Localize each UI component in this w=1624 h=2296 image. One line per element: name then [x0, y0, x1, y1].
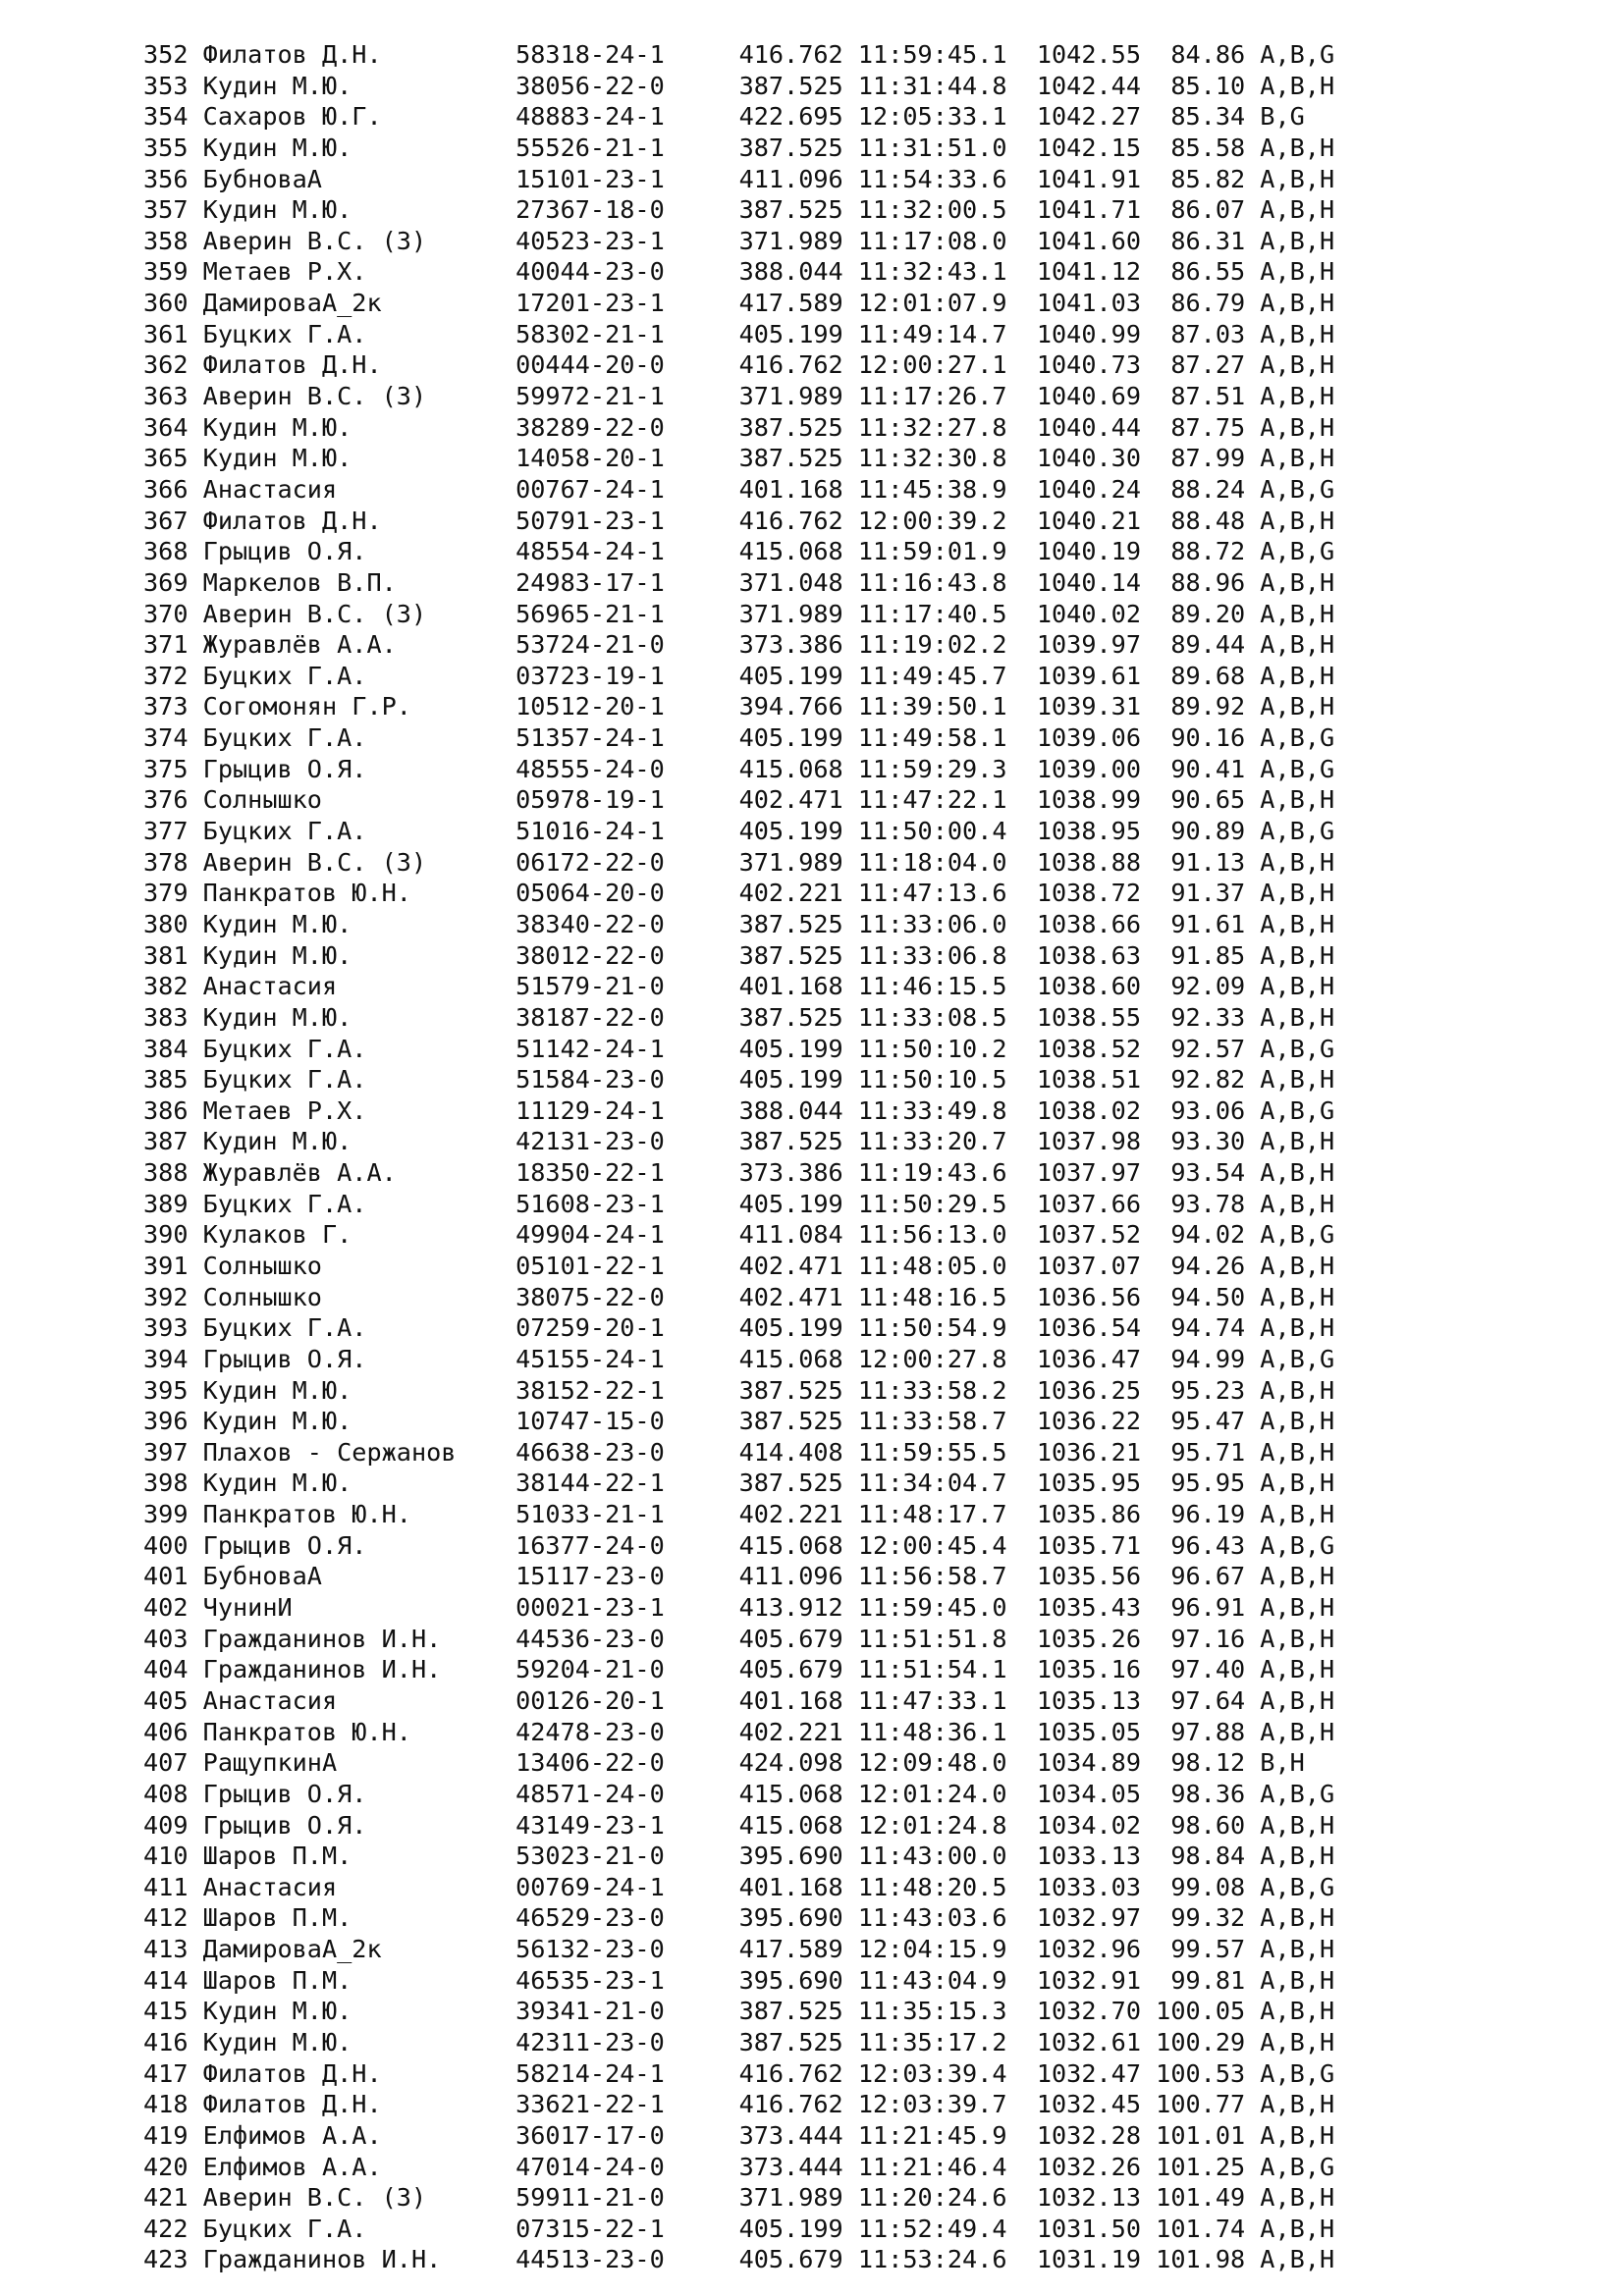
result-row: 419 Елфимов А.А. 36017-17-0 373.444 11:21:45.9 1032.28 101.01 A,B,H: [143, 2120, 1335, 2150]
result-row: 385 Буцких Г.А. 51584-23-0 405.199 11:50:10.5 1038.51 92.82 A,B,H: [143, 1065, 1335, 1095]
result-row: 365 Кудин М.Ю. 14058-20-1 387.525 11:32:30.8 1040.30 87.99 A,B,H: [143, 444, 1335, 473]
result-row: 418 Филатов Д.Н. 33621-22-1 416.762 12:03:39.7 1032.45 100.77 A,B,H: [143, 2090, 1335, 2119]
result-row: 373 Согомонян Г.Р. 10512-20-1 394.766 11:39:50.1 1039.31 89.92 A,B,H: [143, 692, 1335, 721]
result-row: 382 Анастасия 51579-21-0 401.168 11:46:15.5 1038.60 92.09 A,B,H: [143, 972, 1335, 1001]
result-row: 381 Кудин М.Ю. 38012-22-0 387.525 11:33:06.8 1038.63 91.85 A,B,H: [143, 940, 1335, 970]
result-row: 423 Гражданинов И.Н. 44513-23-0 405.679 11:53:24.6 1031.19 101.98 A,B,H: [143, 2245, 1335, 2274]
result-row: 384 Буцких Г.А. 51142-24-1 405.199 11:50:10.2 1038.52 92.57 A,B,G: [143, 1034, 1335, 1063]
result-row: 412 Шаров П.М. 46529-23-0 395.690 11:43:03.6 1032.97 99.32 A,B,H: [143, 1903, 1335, 1933]
result-row: 379 Панкратов Ю.Н. 05064-20-0 402.221 11:47:13.6 1038.72 91.37 A,B,H: [143, 879, 1335, 908]
result-row: 356 БубноваА 15101-23-1 411.096 11:54:33.6 1041.91 85.82 A,B,H: [143, 164, 1335, 193]
result-row: 354 Сахаров Ю.Г. 48883-24-1 422.695 12:05:33.1 1042.27 85.34 B,G: [143, 102, 1305, 132]
result-row: 380 Кудин М.Ю. 38340-22-0 387.525 11:33:06.0 1038.66 91.61 A,B,H: [143, 909, 1335, 938]
result-row: 417 Филатов Д.Н. 58214-24-1 416.762 12:03:39.4 1032.47 100.53 A,B,G: [143, 2058, 1335, 2088]
result-row: 394 Грыцив О.Я. 45155-24-1 415.068 12:00:27.8 1036.47 94.99 A,B,G: [143, 1344, 1335, 1373]
result-row: 408 Грыцив О.Я. 48571-24-0 415.068 12:01:24.0 1034.05 98.36 A,B,G: [143, 1779, 1335, 1808]
result-row: 369 Маркелов В.П. 24983-17-1 371.048 11:16:43.8 1040.14 88.96 A,B,H: [143, 567, 1335, 597]
result-row: 358 Аверин В.С. (З) 40523-23-1 371.989 11:17:08.0 1041.60 86.31 A,B,H: [143, 226, 1335, 255]
result-row: 410 Шаров П.М. 53023-21-0 395.690 11:43:00.0 1033.13 98.84 A,B,H: [143, 1842, 1335, 1871]
result-row: 383 Кудин М.Ю. 38187-22-0 387.525 11:33:08.5 1038.55 92.33 A,B,H: [143, 1002, 1335, 1032]
result-row: 360 ДамироваА_2к 17201-23-1 417.589 12:01:07.9 1041.03 86.79 A,B,H: [143, 289, 1335, 318]
result-row: 361 Буцких Г.А. 58302-21-1 405.199 11:49:14.7 1040.99 87.03 A,B,H: [143, 319, 1335, 348]
result-row: 409 Грыцив О.Я. 43149-23-1 415.068 12:01:24.8 1034.02 98.60 A,B,H: [143, 1810, 1335, 1840]
result-row: 386 Метаев Р.Х. 11129-24-1 388.044 11:33:49.8 1038.02 93.06 A,B,G: [143, 1095, 1335, 1125]
result-row: 415 Кудин М.Ю. 39341-21-0 387.525 11:35:15.3 1032.70 100.05 A,B,H: [143, 1997, 1335, 2026]
result-row: 389 Буцких Г.А. 51608-23-1 405.199 11:50:29.5 1037.66 93.78 A,B,H: [143, 1189, 1335, 1218]
result-row: 398 Кудин М.Ю. 38144-22-1 387.525 11:34:04.7 1035.95 95.95 A,B,H: [143, 1468, 1335, 1498]
result-row: 420 Елфимов А.А. 47014-24-0 373.444 11:21:46.4 1032.26 101.25 A,B,G: [143, 2152, 1335, 2181]
result-row: 362 Филатов Д.Н. 00444-20-0 416.762 12:00:27.1 1040.73 87.27 A,B,H: [143, 350, 1335, 380]
result-row: 353 Кудин М.Ю. 38056-22-0 387.525 11:31:44.8 1042.44 85.10 A,B,H: [143, 71, 1335, 100]
result-row: 367 Филатов Д.Н. 50791-23-1 416.762 12:00:39.2 1040.21 88.48 A,B,H: [143, 506, 1335, 535]
result-row: 375 Грыцив О.Я. 48555-24-0 415.068 11:59:29.3 1039.00 90.41 A,B,G: [143, 754, 1335, 783]
result-row: 422 Буцких Г.А. 07315-22-1 405.199 11:52:49.4 1031.50 101.74 A,B,H: [143, 2214, 1335, 2243]
result-row: 393 Буцких Г.А. 07259-20-1 405.199 11:50:54.9 1036.54 94.74 A,B,H: [143, 1313, 1335, 1343]
result-row: 370 Аверин В.С. (З) 56965-21-1 371.989 11:17:40.5 1040.02 89.20 A,B,H: [143, 599, 1335, 628]
result-row: 363 Аверин В.С. (З) 59972-21-1 371.989 11:17:26.7 1040.69 87.51 A,B,H: [143, 382, 1335, 411]
result-row: 368 Грыцив О.Я. 48554-24-1 415.068 11:59:01.9 1040.19 88.72 A,B,G: [143, 537, 1335, 566]
result-row: 372 Буцких Г.А. 03723-19-1 405.199 11:49:45.7 1039.61 89.68 A,B,H: [143, 661, 1335, 690]
result-row: 391 Солнышко 05101-22-1 402.471 11:48:05.0 1037.07 94.26 A,B,H: [143, 1251, 1335, 1280]
result-row: 364 Кудин М.Ю. 38289-22-0 387.525 11:32:27.8 1040.44 87.75 A,B,H: [143, 412, 1335, 442]
result-row: 392 Солнышко 38075-22-0 402.471 11:48:16.5 1036.56 94.50 A,B,H: [143, 1282, 1335, 1311]
result-row: 359 Метаев Р.Х. 40044-23-0 388.044 11:32:43.1 1041.12 86.55 A,B,H: [143, 257, 1335, 287]
result-row: 397 Плахов - Сержанов 46638-23-0 414.408 11:59:55.5 1036.21 95.71 A,B,H: [143, 1437, 1335, 1467]
result-row: 378 Аверин В.С. (З) 06172-22-0 371.989 11:18:04.0 1038.88 91.13 A,B,H: [143, 847, 1335, 877]
result-row: 357 Кудин М.Ю. 27367-18-0 387.525 11:32:00.5 1041.71 86.07 A,B,H: [143, 195, 1335, 225]
result-row: 405 Анастасия 00126-20-1 401.168 11:47:33.1 1035.13 97.64 A,B,H: [143, 1685, 1335, 1715]
result-row: 366 Анастасия 00767-24-1 401.168 11:45:38.9 1040.24 88.24 A,B,G: [143, 474, 1335, 504]
result-row: 352 Филатов Д.Н. 58318-24-1 416.762 11:59:45.1 1042.55 84.86 A,B,G: [143, 40, 1335, 69]
result-row: 421 Аверин В.С. (З) 59911-21-0 371.989 11:20:24.6 1032.13 101.49 A,B,H: [143, 2183, 1335, 2213]
result-row: 395 Кудин М.Ю. 38152-22-1 387.525 11:33:58.2 1036.25 95.23 A,B,H: [143, 1375, 1335, 1405]
result-row: 416 Кудин М.Ю. 42311-23-0 387.525 11:35:17.2 1032.61 100.29 A,B,H: [143, 2028, 1335, 2056]
result-row: 407 РащупкинА 13406-22-0 424.098 12:09:48.0 1034.89 98.12 B,H: [143, 1748, 1305, 1778]
result-row: 376 Солнышко 05978-19-1 402.471 11:47:22.1 1038.99 90.65 A,B,H: [143, 785, 1335, 815]
results-list: [143, 39, 1334, 2275]
result-row: 399 Панкратов Ю.Н. 51033-21-1 402.221 11:48:17.7 1035.86 96.19 A,B,H: [143, 1500, 1335, 1529]
result-row: 403 Гражданинов И.Н. 44536-23-0 405.679 11:51:51.8 1035.26 97.16 A,B,H: [143, 1624, 1335, 1653]
result-row: 414 Шаров П.М. 46535-23-1 395.690 11:43:04.9 1032.91 99.81 A,B,H: [143, 1965, 1335, 1995]
result-row: 377 Буцких Г.А. 51016-24-1 405.199 11:50:00.4 1038.95 90.89 A,B,G: [143, 817, 1335, 846]
result-row: 400 Грыцив О.Я. 16377-24-0 415.068 12:00:45.4 1035.71 96.43 A,B,G: [143, 1530, 1335, 1560]
result-row: 404 Гражданинов И.Н. 59204-21-0 405.679 11:51:54.1 1035.16 97.40 A,B,H: [143, 1655, 1335, 1684]
result-row: 411 Анастасия 00769-24-1 401.168 11:48:20.5 1033.03 99.08 A,B,G: [143, 1872, 1335, 1901]
result-row: 396 Кудин М.Ю. 10747-15-0 387.525 11:33:58.7 1036.22 95.47 A,B,H: [143, 1407, 1335, 1436]
result-row: 371 Журавлёв А.А. 53724-21-0 373.386 11:19:02.2 1039.97 89.44 A,B,H: [143, 630, 1335, 660]
result-row: 388 Журавлёв А.А. 18350-22-1 373.386 11:19:43.6 1037.97 93.54 A,B,H: [143, 1158, 1335, 1188]
result-row: 402 ЧунинИ 00021-23-1 413.912 11:59:45.0 1035.43 96.91 A,B,H: [143, 1593, 1335, 1623]
result-row: 387 Кудин М.Ю. 42131-23-0 387.525 11:33:20.7 1037.98 93.30 A,B,H: [143, 1127, 1335, 1156]
result-row: 401 БубноваА 15117-23-0 411.096 11:56:58.7 1035.56 96.67 A,B,H: [143, 1562, 1335, 1591]
result-row: 355 Кудин М.Ю. 55526-21-1 387.525 11:31:51.0 1042.15 85.58 A,B,H: [143, 133, 1335, 162]
result-row: 413 ДамироваА_2к 56132-23-0 417.589 12:04:15.9 1032.96 99.57 A,B,H: [143, 1935, 1335, 1964]
result-row: 390 Кулаков Г. 49904-24-1 411.084 11:56:13.0 1037.52 94.02 A,B,G: [143, 1220, 1335, 1250]
result-row: 374 Буцких Г.А. 51357-24-1 405.199 11:49:58.1 1039.06 90.16 A,B,G: [143, 723, 1335, 753]
result-row: 406 Панкратов Ю.Н. 42478-23-0 402.221 11:48:36.1 1035.05 97.88 A,B,H: [143, 1717, 1335, 1746]
